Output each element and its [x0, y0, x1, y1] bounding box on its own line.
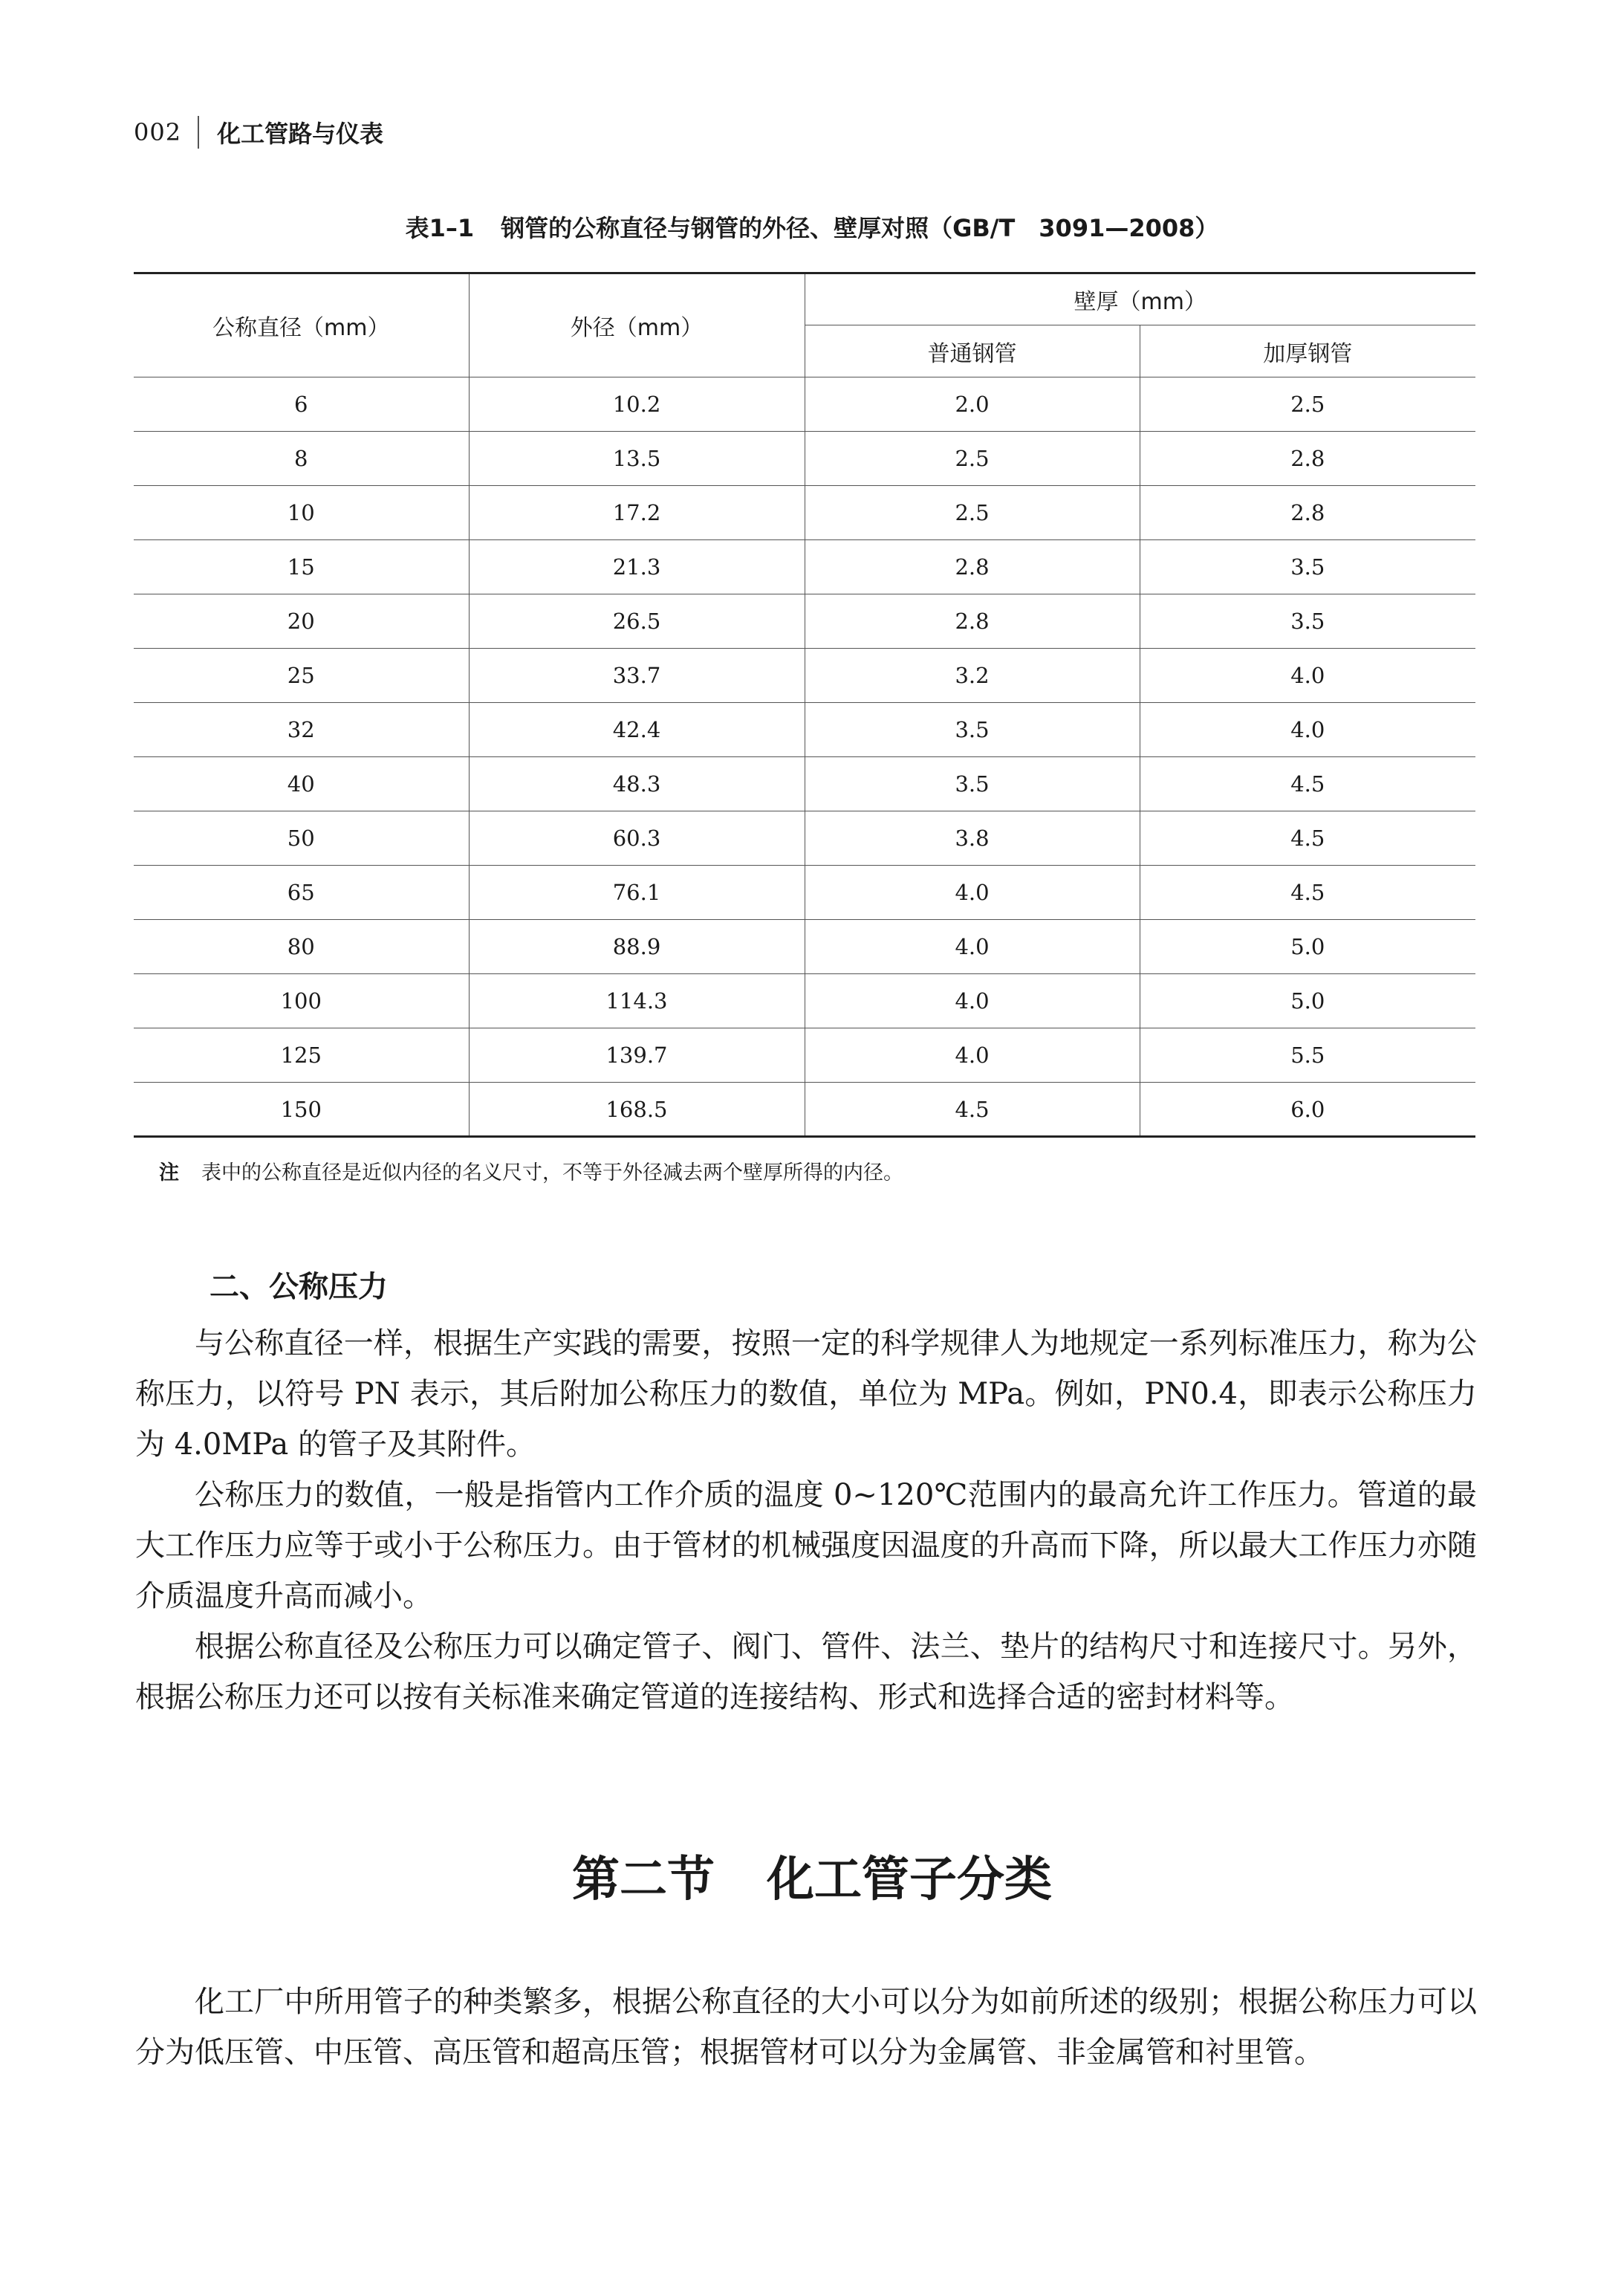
cell-nominal: 100 — [134, 974, 469, 1028]
table-row — [134, 594, 1475, 649]
cell-normal: 2.8 — [805, 594, 1140, 649]
cell-outer: 139.7 — [469, 1028, 805, 1083]
cell-nominal: 25 — [134, 649, 469, 703]
paragraph: 化工厂中所用管子的种类繁多，根据公称直径的大小可以分为如前所述的级别；根据公称压力可以分为低压管、中压管、高压管和超高压管；根据管材可以分为金属管、非金属管和衬里管。 — [135, 1985, 1477, 2069]
table-row — [134, 1083, 1475, 1137]
table-row — [134, 540, 1475, 594]
cell-outer: 60.3 — [469, 811, 805, 866]
cell-nominal: 32 — [134, 703, 469, 757]
table-caption-label: 表1–1 — [405, 214, 475, 242]
cell-normal: 4.0 — [805, 974, 1140, 1028]
paragraph: 根据公称直径及公称压力可以确定管子、阀门、管件、法兰、垫片的结构尺寸和连接尺寸。另外，根据公称压力还可以按有关标准来确定管道的连接结构、形式和选择合适的密封材料等。 — [135, 1630, 1477, 1714]
table-row — [134, 432, 1475, 486]
cell-thick: 3.5 — [1140, 540, 1475, 594]
table-row — [134, 1028, 1475, 1083]
page-number: 002 — [134, 118, 182, 146]
cell-outer: 10.2 — [469, 377, 805, 432]
subsection-heading: 二、公称压力 — [210, 1270, 388, 1304]
cell-nominal: 50 — [134, 811, 469, 866]
book-title: 化工管路与仪表 — [217, 120, 384, 148]
cell-thick: 2.8 — [1140, 486, 1475, 540]
cell-nominal: 40 — [134, 757, 469, 811]
cell-thick: 5.5 — [1140, 1028, 1475, 1083]
table-row — [134, 486, 1475, 540]
cell-outer: 168.5 — [469, 1083, 805, 1137]
cell-nominal: 150 — [134, 1083, 469, 1137]
cell-normal: 2.5 — [805, 486, 1140, 540]
note-text: 表中的公称直径是近似内径的名义尺寸，不等于外径减去两个壁厚所得的内径。 — [201, 1161, 903, 1184]
cell-normal: 3.2 — [805, 649, 1140, 703]
header-nominal-diameter: 公称直径（mm） — [134, 273, 469, 377]
table-caption — [0, 210, 1624, 244]
cell-normal: 3.8 — [805, 811, 1140, 866]
cell-normal: 4.5 — [805, 1083, 1140, 1137]
cell-thick: 4.0 — [1140, 703, 1475, 757]
cell-thick: 3.5 — [1140, 594, 1475, 649]
cell-thick: 4.5 — [1140, 866, 1475, 920]
table-row — [134, 920, 1475, 974]
classification-paragraph-block — [135, 1977, 1477, 2078]
cell-normal: 2.5 — [805, 432, 1140, 486]
header-wall-thickness: 壁厚（mm） — [805, 273, 1475, 325]
cell-outer: 48.3 — [469, 757, 805, 811]
cell-outer: 42.4 — [469, 703, 805, 757]
header-divider — [198, 116, 199, 149]
pipe-spec-table — [134, 272, 1475, 1138]
cell-outer: 26.5 — [469, 594, 805, 649]
table-row — [134, 757, 1475, 811]
running-header — [134, 110, 383, 155]
table-row — [134, 811, 1475, 866]
cell-nominal: 10 — [134, 486, 469, 540]
cell-thick: 4.0 — [1140, 649, 1475, 703]
section-title-text: 化工管子分类 — [767, 1852, 1052, 1907]
cell-nominal: 8 — [134, 432, 469, 486]
section-title — [0, 1841, 1624, 1910]
cell-nominal: 20 — [134, 594, 469, 649]
cell-normal: 3.5 — [805, 757, 1140, 811]
table-row — [134, 377, 1475, 432]
pressure-paragraphs — [135, 1318, 1477, 1722]
cell-outer: 17.2 — [469, 486, 805, 540]
cell-nominal: 80 — [134, 920, 469, 974]
cell-thick: 2.5 — [1140, 377, 1475, 432]
cell-outer: 13.5 — [469, 432, 805, 486]
header-outer-diameter: 外径（mm） — [469, 273, 805, 377]
cell-outer: 114.3 — [469, 974, 805, 1028]
cell-thick: 6.0 — [1140, 1083, 1475, 1137]
note-label: 注 — [159, 1161, 179, 1184]
cell-outer: 21.3 — [469, 540, 805, 594]
header-thick-pipe: 加厚钢管 — [1140, 325, 1475, 377]
table-note — [159, 1156, 903, 1185]
table-row — [134, 974, 1475, 1028]
cell-outer: 33.7 — [469, 649, 805, 703]
cell-nominal: 125 — [134, 1028, 469, 1083]
cell-normal: 4.0 — [805, 866, 1140, 920]
cell-outer: 88.9 — [469, 920, 805, 974]
cell-nominal: 65 — [134, 866, 469, 920]
cell-normal: 3.5 — [805, 703, 1140, 757]
cell-normal: 4.0 — [805, 1028, 1140, 1083]
table-row — [134, 866, 1475, 920]
cell-thick: 5.0 — [1140, 974, 1475, 1028]
table-row — [134, 649, 1475, 703]
cell-thick: 5.0 — [1140, 920, 1475, 974]
cell-outer: 76.1 — [469, 866, 805, 920]
table-caption-text: 钢管的公称直径与钢管的外径、壁厚对照（GB/T 3091—2008） — [501, 214, 1219, 242]
cell-normal: 2.8 — [805, 540, 1140, 594]
header-normal-pipe: 普通钢管 — [805, 325, 1140, 377]
cell-normal: 4.0 — [805, 920, 1140, 974]
paragraph: 与公称直径一样，根据生产实践的需要，按照一定的科学规律人为地规定一系列标准压力，称为公称压力，以符号 PN 表示，其后附加公称压力的数值，单位为 MPa。例如，PN0.4，即表示公称压力为 4.0MPa 的管子及其附件。 — [135, 1326, 1477, 1462]
cell-thick: 4.5 — [1140, 757, 1475, 811]
cell-thick: 4.5 — [1140, 811, 1475, 866]
paragraph: 公称压力的数值，一般是指管内工作介质的温度 0~120℃范围内的最高允许工作压力。管道的最大工作压力应等于或小于公称压力。由于管材的机械强度因温度的升高而下降，所以最大工作压力亦随介质温度升高而减小。 — [135, 1478, 1477, 1613]
table-row — [134, 703, 1475, 757]
cell-normal: 2.0 — [805, 377, 1140, 432]
cell-thick: 2.8 — [1140, 432, 1475, 486]
section-label: 第二节 — [572, 1852, 715, 1907]
cell-nominal: 15 — [134, 540, 469, 594]
cell-nominal: 6 — [134, 377, 469, 432]
